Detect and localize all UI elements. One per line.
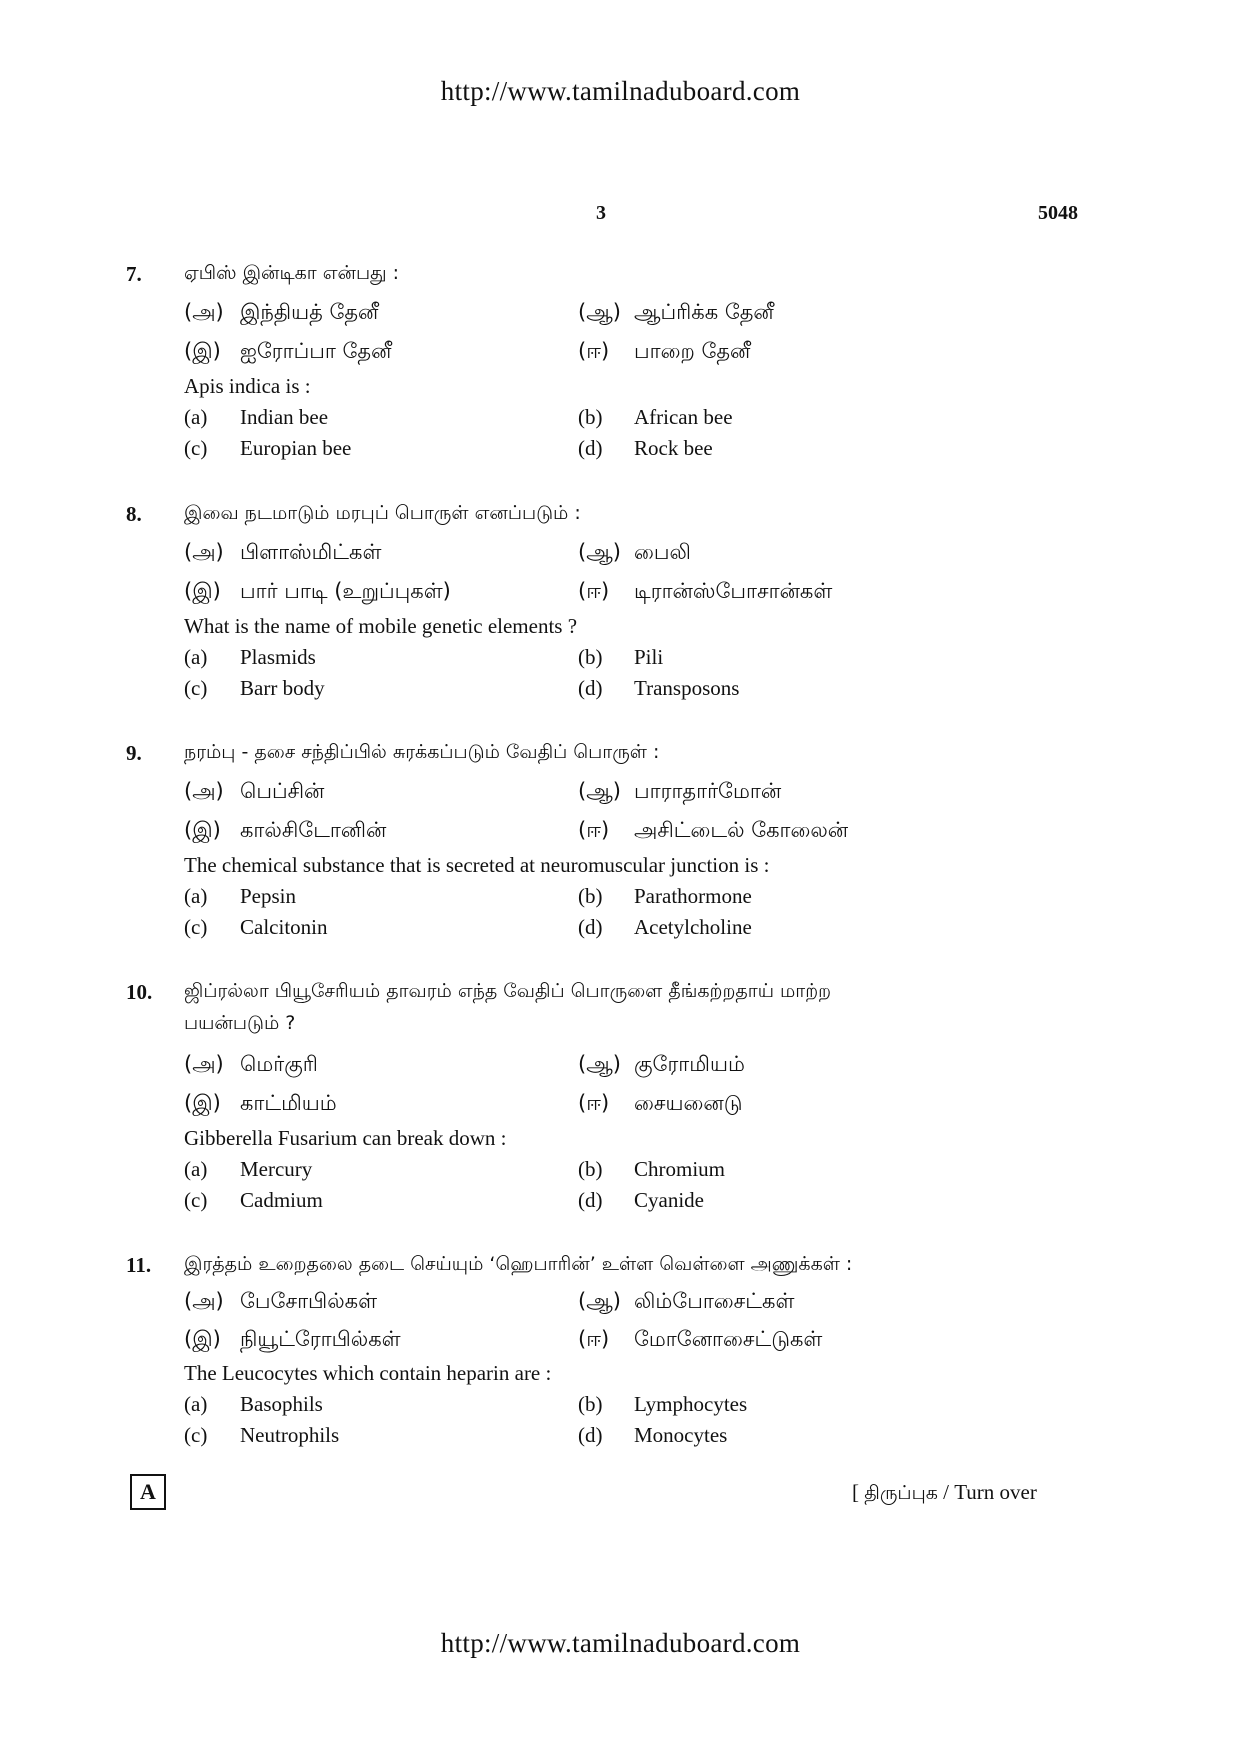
tamil-question: நரம்பு - தசை சந்திப்பில் சுரக்கப்படும் வேதிப் பொருள் : [184, 741, 660, 763]
english-option-a: (a) Basophils [184, 1392, 323, 1416]
english-option-a: (a) Pepsin [184, 884, 297, 908]
english-option-b: (b) African bee [578, 405, 733, 429]
english-question: Apis indica is : [184, 374, 311, 398]
turn-over-separator: / [943, 1480, 949, 1504]
english-question: The chemical substance that is secreted at neuromuscular junction is : [184, 853, 770, 877]
tamil-option-d: (ஈ) டிரான்ஸ்போசான்கள் [578, 579, 833, 603]
turn-over-tamil: திருப்புக [864, 1482, 938, 1504]
english-option-d: (d) Cyanide [578, 1188, 704, 1212]
page-number: 3 [596, 202, 606, 224]
tamil-option-c: (இ) பார் பாடி (உறுப்புகள்) [184, 579, 451, 603]
english-question: Gibberella Fusarium can break down : [184, 1126, 507, 1150]
english-option-a: (a) Mercury [184, 1157, 313, 1181]
english-option-d: (d) Acetylcholine [578, 915, 752, 939]
english-option-c: (c) Calcitonin [184, 915, 328, 939]
english-option-b: (b) Chromium [578, 1157, 726, 1181]
tamil-option-c: (இ) கால்சிடோனின் [184, 818, 387, 842]
tamil-option-c: (இ) நியூட்ரோபில்கள் [184, 1327, 401, 1351]
english-option-c: (c) Barr body [184, 676, 325, 700]
tamil-option-b: (ஆ) ஆப்ரிக்க தேனீ [578, 300, 774, 324]
tamil-option-b: (ஆ) குரோமியம் [578, 1052, 745, 1076]
english-option-a: (a) Plasmids [184, 645, 316, 669]
english-question: What is the name of mobile genetic elements ? [184, 614, 578, 638]
question-number: 11. [126, 1253, 152, 1277]
tamil-option-d: (ஈ) பாறை தேனீ [578, 339, 751, 363]
tamil-option-a: (அ) இந்தியத் தேனீ [184, 300, 379, 324]
english-option-d: (d) Monocytes [578, 1423, 728, 1447]
tamil-question: இரத்தம் உறைதலை தடை செய்யும் ‘ஹெபாரின்’ உள்ள வெள்ளை அணுக்கள் : [184, 1253, 853, 1275]
tamil-question: ஏபிஸ் இன்டிகா என்பது : [184, 262, 400, 284]
header-url: http://www.tamilnaduboard.com [440, 76, 801, 106]
tamil-option-b: (ஆ) பைலி [578, 540, 691, 564]
tamil-question: ஜிப்ரல்லா பியூசேரியம் தாவரம் எந்த வேதிப் பொருளை தீங்கற்றதாய் மாற்ற [184, 980, 832, 1002]
tamil-option-a: (அ) பேசோபில்கள் [184, 1289, 378, 1313]
question-number: 10. [126, 980, 153, 1004]
english-option-b: (b) Pili [578, 645, 664, 669]
tamil-question-continued: பயன்படும் ? [184, 1012, 296, 1034]
english-option-d: (d) Rock bee [578, 436, 713, 460]
english-option-a: (a) Indian bee [184, 405, 329, 429]
tamil-option-a: (அ) மெர்குரி [184, 1052, 318, 1076]
paper-code: 5048 [1038, 202, 1078, 224]
tamil-question: இவை நடமாடும் மரபுப் பொருள் எனப்படும் : [184, 502, 581, 524]
tamil-option-d: (ஈ) அசிட்டைல் கோலைன் [578, 818, 849, 842]
tamil-option-c: (இ) காட்மியம் [184, 1091, 337, 1115]
english-question: The Leucocytes which contain heparin are : [184, 1361, 552, 1385]
tamil-option-a: (அ) பெப்சின் [184, 779, 325, 803]
tamil-option-c: (இ) ஐரோப்பா தேனீ [184, 339, 392, 363]
tamil-option-d: (ஈ) சையனைடு [578, 1091, 743, 1115]
question-number: 7. [126, 262, 142, 286]
turn-over-english: Turn over [954, 1480, 1037, 1504]
question-number: 9. [126, 741, 142, 765]
tamil-option-d: (ஈ) மோனோசைட்டுகள் [578, 1327, 823, 1351]
english-option-c: (c) Cadmium [184, 1188, 323, 1212]
series-box: A [130, 1474, 166, 1510]
question-number: 8. [126, 502, 142, 526]
tamil-option-a: (அ) பிளாஸ்மிட்கள் [184, 540, 382, 564]
english-option-b: (b) Parathormone [578, 884, 752, 908]
tamil-option-b: (ஆ) பாராதார்மோன் [578, 779, 782, 803]
english-option-d: (d) Transposons [578, 676, 740, 700]
turn-over-note [852, 1480, 1037, 1507]
tamil-option-b: (ஆ) லிம்போசைட்கள் [578, 1289, 795, 1313]
english-option-c: (c) Neutrophils [184, 1423, 340, 1447]
turn-over-bracket: [ [852, 1480, 859, 1504]
english-option-c: (c) Europian bee [184, 436, 352, 460]
footer-url: http://www.tamilnaduboard.com [440, 1628, 801, 1658]
english-option-b: (b) Lymphocytes [578, 1392, 748, 1416]
